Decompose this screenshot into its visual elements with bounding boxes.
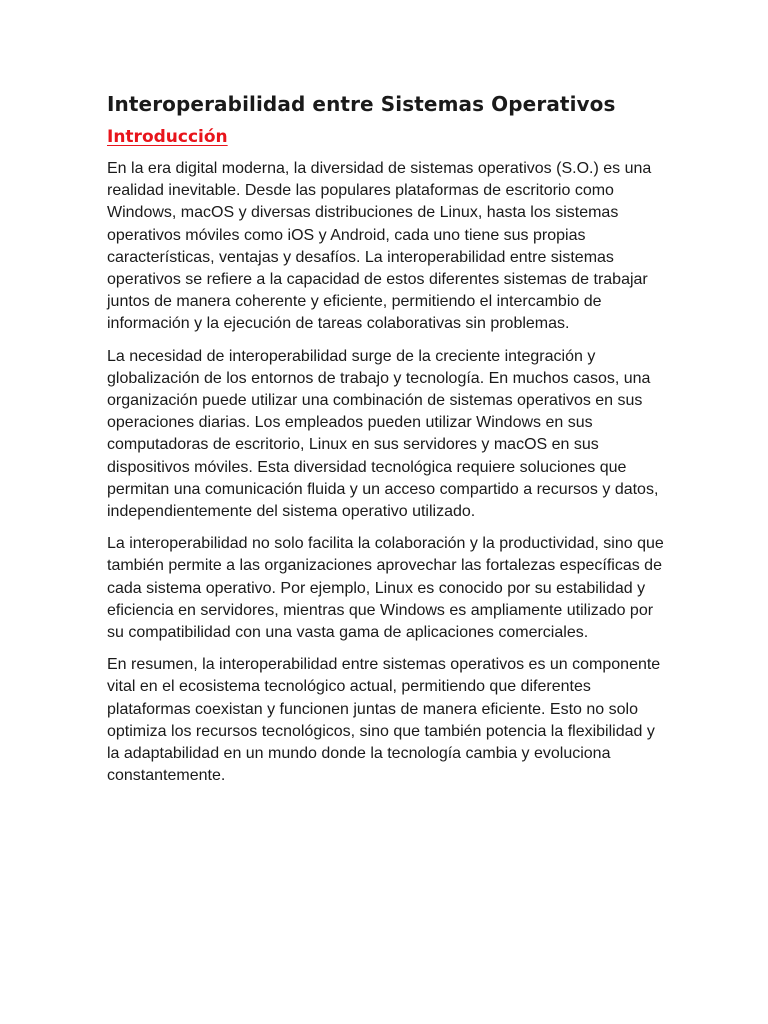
paragraph-1: En la era digital moderna, la diversidad de sistemas operativos (S.O.) es una realidad inevitable. Desde las populares plataformas de escritorio como Windows, macOS y diversas distribuciones de Linux, hasta los sistemas operativos móviles como iOS y Android, cada uno tiene sus propias características, ventajas y desafíos. La interoperabilidad entre sistemas operativos se refiere a la capacidad de estos diferentes sistemas de trabajar juntos de manera coherente y eficiente, permitiendo el intercambio de información y la ejecución de tareas colaborativas sin problemas. <box>107 160 652 333</box>
document-body <box>107 88 667 797</box>
paragraph-4: En resumen, la interoperabilidad entre sistemas operativos es un componente vital en el ecosistema tecnológico actual, permitiendo que diferentes plataformas coexistan y funcionen juntas de manera eficiente. Esto no solo optimiza los recursos tecnológicos, sino que también potencia la flexibilidad y la adaptabilidad en un mundo donde la tecnología cambia y evoluciona constantemente. <box>107 656 661 785</box>
section-heading-introduccion: Introducción <box>107 127 228 147</box>
paragraph-3: La interoperabilidad no solo facilita la colaboración y la productividad, sino que también permite a las organizaciones aprovechar las fortalezas específicas de cada sistema operativo. Por ejemplo, Linux es conocido por su estabilidad y eficiencia en servidores, mientras que Windows es ampliamente utilizado por su compatibilidad con una vasta gama de aplicaciones comerciales. <box>107 535 664 642</box>
paragraph-2: La necesidad de interoperabilidad surge de la creciente integración y globalización de los entornos de trabajo y tecnología. En muchos casos, una organización puede utilizar una combinación de sistemas operativos en sus operaciones diarias. Los empleados pueden utilizar Windows en sus computadoras de escritorio, Linux en sus servidores y macOS en sus dispositivos móviles. Esta diversidad tecnológica requiere soluciones que permitan una comunicación fluida y un acceso compartido a recursos y datos, independientemente del sistema operativo utilizado. <box>107 347 659 521</box>
paragraph-list <box>107 158 667 787</box>
document-title: Interoperabilidad entre Sistemas Operativos <box>107 92 616 116</box>
